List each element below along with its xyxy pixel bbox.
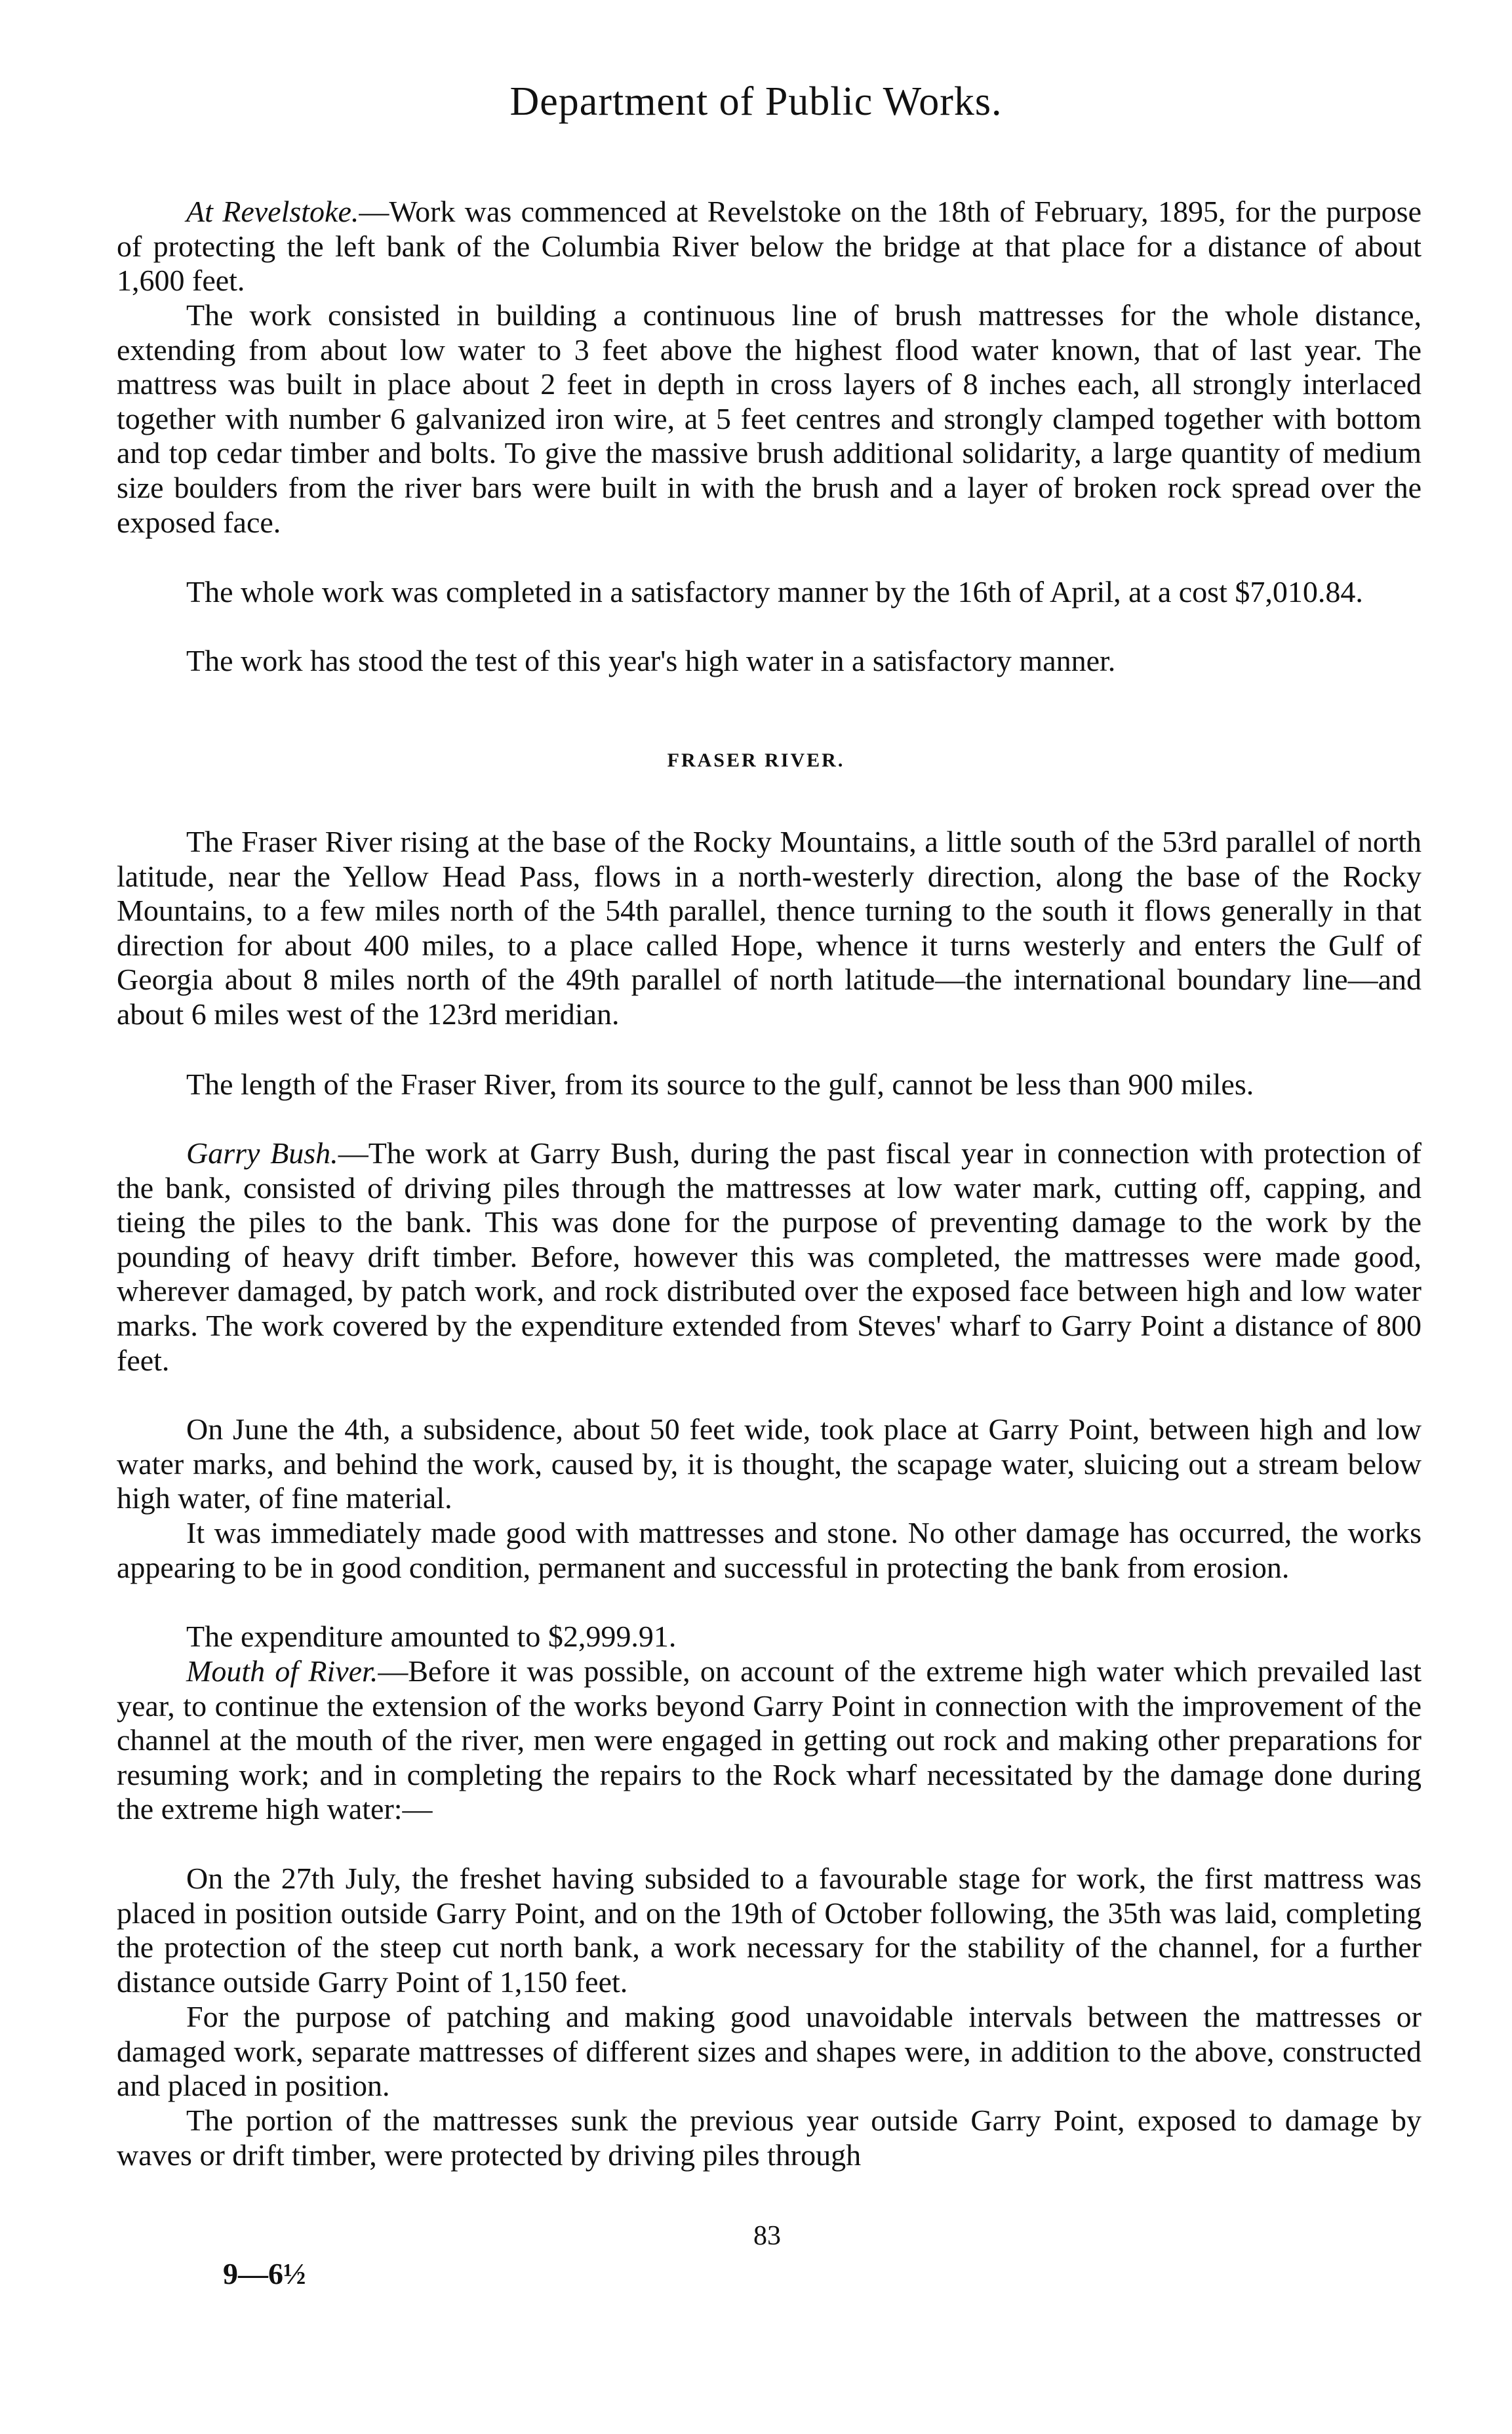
fraser-paragraph-expenditure: The expenditure amounted to $2,999.91. [186, 1620, 677, 1653]
signature-mark: 9—6½ [223, 2257, 306, 2290]
fraser-paragraph-27th-july: On the 27th July, the freshet having subsided to a favourable stage for work, the first mattress was placed in position outside Garry Point, and on the 19th of October following, the 35th was laid, completing the protection of the steep cut north bank, a work necessary for the stability of the channel, for a further distance outside Garry Point of 1,150 feet. [117, 1862, 1422, 1999]
garry-bush-lead: Garry Bush. [186, 1136, 338, 1170]
mouth-of-river-text: —Before it was possible, on account of the extreme high water which prevailed last year, to continue the extension of the works beyond Garry Point in connection with the improvement of the channel at the mouth of the river, men were engaged in getting out rock and making other preparations for resuming work; and in completing the repairs to the Rock wharf necessitated by the damage done during the extreme high water:— [117, 1654, 1422, 1826]
revelstoke-paragraph-4: The work has stood the test of this year's high water in a satisfactory manner. [186, 644, 1116, 677]
fraser-paragraph-1: The Fraser River rising at the base of the Rocky Mountains, a little south of the 53rd parallel of north latitude, near the Yellow Head Pass, flows in a north-westerly direction, along the base of the Rocky Mountains, to a few miles north of the 54th parallel, thence turning to the south it flows generally in that direction for about 400 miles, to a place called Hope, whence it turns westerly and enters the Gulf of Georgia about 8 miles north of the 49th parallel of north latitude—the international boundary line—and about 6 miles west of the 123rd meridian. [117, 825, 1422, 1031]
fraser-paragraph-2: The length of the Fraser River, from its source to the gulf, cannot be less than 900 miles. [186, 1067, 1254, 1101]
revelstoke-text-1: —Work was commenced at Revelstoke on the 18th of February, 1895, for the purpose of protecting the left bank of the Columbia River below the bridge at that place for a distance of about 1,600 feet. [117, 195, 1422, 298]
mouth-of-river-lead: Mouth of River. [186, 1654, 378, 1688]
section-heading-fraser-river: FRASER RIVER. [667, 749, 845, 771]
revelstoke-paragraph-1 [117, 195, 1422, 298]
fraser-paragraph-portion: The portion of the mattresses sunk the previous year outside Garry Point, exposed to damage by waves or drift timber, were protected by driving piles through [117, 2104, 1422, 2172]
revelstoke-paragraph-3: The whole work was completed in a satisfactory manner by the 16th of April, at a cost $7,010.84. [186, 575, 1363, 608]
garry-bush-text: —The work at Garry Bush, during the past fiscal year in connection with protection of the bank, consisted of driving piles through the mattresses at low water mark, cutting off, capping, and tieing the piles to the bank. This was done for the purpose of preventing damage to the work by the pounding of heavy drift timber. Before, however this was completed, the mattresses were made good, wherever damaged, by patch work, and rock distributed over the exposed face between high and low water marks. The work covered by the expenditure extended from Steves' wharf to Garry Point a distance of 800 feet. [117, 1136, 1422, 1377]
page-title: Department of Public Works. [509, 79, 1003, 124]
revelstoke-lead: At Revelstoke. [186, 195, 359, 228]
fraser-paragraph-subsidence: On June the 4th, a subsidence, about 50 feet wide, took place at Garry Point, between high and low water marks, and behind the work, caused by, it is thought, the scapage water, sluicing out a stream below high water, of fine material. [117, 1412, 1422, 1515]
mouth-of-river-paragraph [117, 1654, 1422, 1827]
page-number: 83 [753, 2221, 781, 2251]
fraser-paragraph-patching: For the purpose of patching and making good unavoidable intervals between the mattresses or damaged work, separate mattresses of different sizes and shapes were, in addition to the above, constructed and placed in position. [117, 2000, 1422, 2103]
revelstoke-paragraph-2: The work consisted in building a continuous line of brush mattresses for the whole distance, extending from about low water to 3 feet above the highest flood water known, that of last year. The mattress was built in place about 2 feet in depth in cross layers of 8 inches each, all strongly interlaced together with number 6 galvanized iron wire, at 5 feet centres and strongly clamped together with bottom and top cedar timber and bolts. To give the massive brush additional solidarity, a large quantity of medium size boulders from the river bars were built in with the brush and a layer of broken rock spread over the exposed face. [117, 298, 1422, 539]
garry-bush-paragraph [117, 1136, 1422, 1378]
fraser-paragraph-made-good: It was immediately made good with mattresses and stone. No other damage has occurred, the works appearing to be in good condition, permanent and successful in protecting the bank from erosion. [117, 1516, 1422, 1584]
